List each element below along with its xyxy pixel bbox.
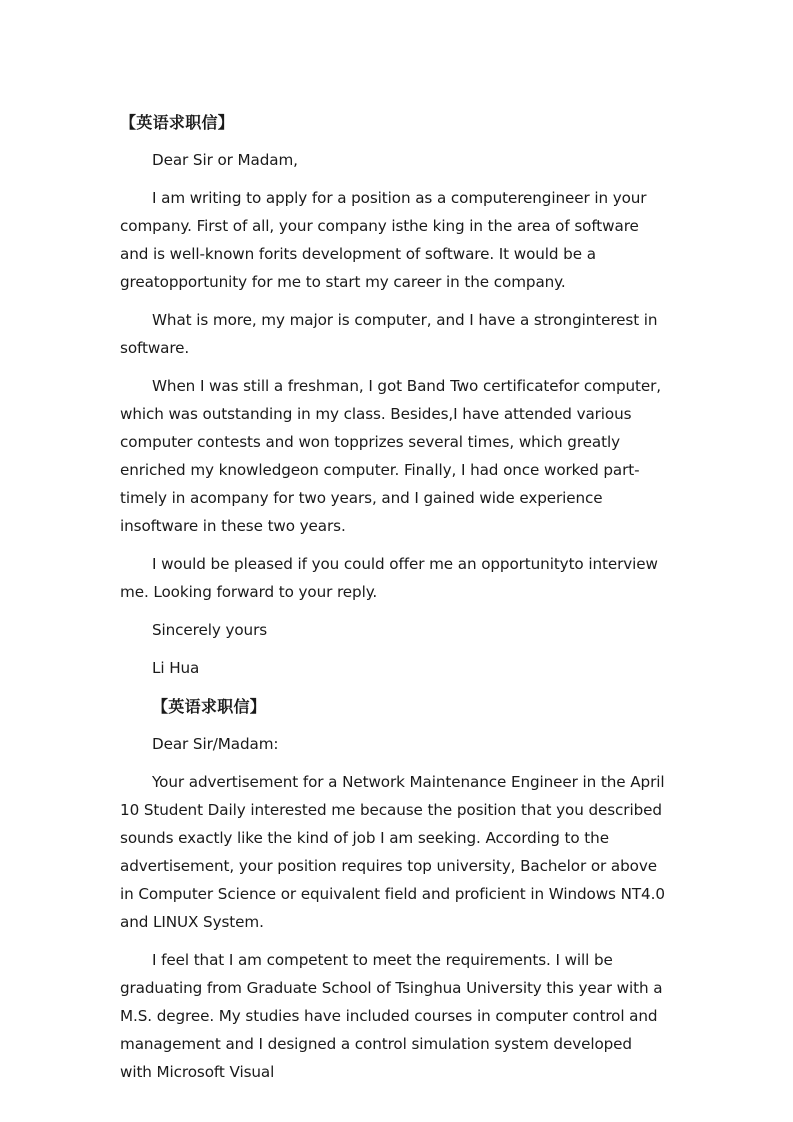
letter2-salutation: Dear Sir/Madam: xyxy=(152,735,279,753)
letter1-paragraph-3: When I was still a freshman, I got Band Two certificatefor computer, which was outstanding in my class. Besides,I have attended various computer contests and won topprizes several times, which greatly enriched my knowledgeon computer. Finally, I had once worked part-timely in acompany for two years, and I gained wide experience insoftware in these two years. xyxy=(120,377,661,535)
letter2-paragraph-1: Your advertisement for a Network Maintenance Engineer in the April 10 Student Daily interested me because the position that you described sounds exactly like the kind of job I am seeking. According to the advertisement, your position requires top university, Bachelor or above in Computer Science or equivalent field and proficient in Windows NT4.0 and LINUX System. xyxy=(120,773,665,931)
document-page xyxy=(120,108,668,1096)
letter1-closing: Sincerely yours xyxy=(152,621,268,639)
letter1-salutation: Dear Sir or Madam, xyxy=(152,151,298,169)
letter1-signature: Li Hua xyxy=(152,659,200,677)
letter1-paragraph-1: I am writing to apply for a position as a computerengineer in your company. First of all, your company isthe king in the area of software and is well-known forits development of software. It would be a greatopportunity for me to start my career in the company. xyxy=(120,189,647,291)
letter1-paragraph-2: What is more, my major is computer, and I have a stronginterest in software. xyxy=(120,311,658,357)
letter1-heading: 【英语求职信】 xyxy=(120,113,235,132)
letter2-paragraph-2: I feel that I am competent to meet the requirements. I will be graduating from Graduate School of Tsinghua University this year with a M.S. degree. My studies have included courses in computer control and management and I designed a control simulation system developed with Microsoft Visual xyxy=(120,951,663,1081)
letter1-paragraph-4: I would be pleased if you could offer me an opportunityto interview me. Looking forward to your reply. xyxy=(120,555,658,601)
letter2-heading: 【英语求职信】 xyxy=(152,697,267,716)
